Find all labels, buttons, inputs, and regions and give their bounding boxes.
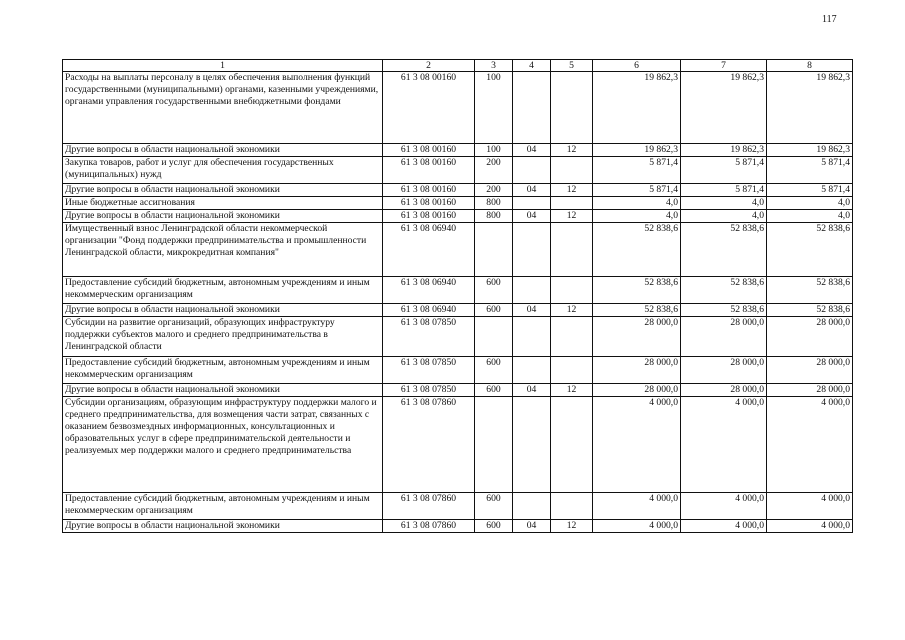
column-header: 5 — [551, 60, 593, 72]
section-cell — [513, 493, 551, 520]
amount-col7-cell: 19 862,3 — [681, 72, 767, 144]
target-code-cell: 61 3 08 00160 — [383, 144, 475, 157]
subsection-cell — [551, 72, 593, 144]
amount-col8-cell: 28 000,0 — [767, 317, 853, 357]
amount-col8-cell: 4 000,0 — [767, 493, 853, 520]
section-cell: 04 — [513, 304, 551, 317]
amount-col6-cell: 4 000,0 — [593, 397, 681, 493]
expense-type-cell: 600 — [475, 520, 513, 533]
table-row — [63, 157, 853, 184]
amount-col6-cell: 52 838,6 — [593, 277, 681, 304]
target-code-cell: 61 3 08 06940 — [383, 223, 475, 277]
subsection-cell — [551, 277, 593, 304]
amount-col7-cell: 52 838,6 — [681, 304, 767, 317]
section-cell — [513, 223, 551, 277]
column-header: 1 — [63, 60, 383, 72]
column-header: 7 — [681, 60, 767, 72]
amount-col8-cell: 4 000,0 — [767, 520, 853, 533]
amount-col7-cell: 4 000,0 — [681, 493, 767, 520]
expense-name-cell: Предоставление субсидий бюджетным, автономным учреждениям и иным некоммерческим организациям — [63, 493, 383, 520]
target-code-cell: 61 3 08 06940 — [383, 277, 475, 304]
subsection-cell — [551, 223, 593, 277]
amount-col8-cell: 4,0 — [767, 197, 853, 210]
amount-col8-cell: 52 838,6 — [767, 223, 853, 277]
amount-col7-cell: 4 000,0 — [681, 397, 767, 493]
amount-col7-cell: 52 838,6 — [681, 277, 767, 304]
budget-table — [62, 59, 853, 533]
table-row — [63, 277, 853, 304]
target-code-cell: 61 3 08 07860 — [383, 520, 475, 533]
table-row — [63, 520, 853, 533]
amount-col6-cell: 28 000,0 — [593, 317, 681, 357]
section-cell — [513, 357, 551, 384]
column-header: 4 — [513, 60, 551, 72]
section-cell — [513, 317, 551, 357]
expense-type-cell: 800 — [475, 210, 513, 223]
page-number: 117 — [822, 14, 837, 25]
subsection-cell: 12 — [551, 144, 593, 157]
amount-col7-cell: 5 871,4 — [681, 184, 767, 197]
target-code-cell: 61 3 08 00160 — [383, 210, 475, 223]
expense-type-cell: 200 — [475, 157, 513, 184]
amount-col6-cell: 19 862,3 — [593, 72, 681, 144]
header-row — [63, 60, 853, 72]
subsection-cell — [551, 357, 593, 384]
amount-col7-cell: 28 000,0 — [681, 384, 767, 397]
expense-name-cell: Субсидии организациям, образующим инфраструктуру поддержки малого и среднего предпринимательства, для возмещения части затрат, связанных с оказанием безвозмездных информационных, консультационных и образовательных услуг в сфере предпринимательской деятельности и реализуемых мер поддержки малого и среднего предпринимательства — [63, 397, 383, 493]
expense-type-cell — [475, 397, 513, 493]
target-code-cell: 61 3 08 07850 — [383, 357, 475, 384]
amount-col7-cell: 4,0 — [681, 210, 767, 223]
subsection-cell: 12 — [551, 384, 593, 397]
subsection-cell — [551, 157, 593, 184]
target-code-cell: 61 3 08 06940 — [383, 304, 475, 317]
amount-col7-cell: 4 000,0 — [681, 520, 767, 533]
expense-type-cell — [475, 223, 513, 277]
target-code-cell: 61 3 08 07860 — [383, 493, 475, 520]
expense-type-cell: 200 — [475, 184, 513, 197]
expense-name-cell: Другие вопросы в области национальной экономики — [63, 304, 383, 317]
amount-col7-cell: 28 000,0 — [681, 357, 767, 384]
section-cell: 04 — [513, 520, 551, 533]
expense-name-cell: Иные бюджетные ассигнования — [63, 197, 383, 210]
amount-col8-cell: 52 838,6 — [767, 304, 853, 317]
expense-name-cell: Другие вопросы в области национальной экономики — [63, 210, 383, 223]
expense-name-cell: Другие вопросы в области национальной экономики — [63, 144, 383, 157]
expense-name-cell: Другие вопросы в области национальной экономики — [63, 520, 383, 533]
expense-type-cell: 600 — [475, 357, 513, 384]
table-row — [63, 304, 853, 317]
target-code-cell: 61 3 08 07860 — [383, 397, 475, 493]
section-cell: 04 — [513, 210, 551, 223]
section-cell: 04 — [513, 184, 551, 197]
amount-col7-cell: 4,0 — [681, 197, 767, 210]
amount-col6-cell: 19 862,3 — [593, 144, 681, 157]
subsection-cell — [551, 197, 593, 210]
target-code-cell: 61 3 08 00160 — [383, 157, 475, 184]
section-cell: 04 — [513, 384, 551, 397]
column-header: 6 — [593, 60, 681, 72]
expense-name-cell: Расходы на выплаты персоналу в целях обеспечения выполнения функций государственными (муниципальными) органами, казенными учреждениями, органами управления государственными внебюджетными фондами — [63, 72, 383, 144]
expense-name-cell: Предоставление субсидий бюджетным, автономным учреждениям и иным некоммерческим организациям — [63, 357, 383, 384]
table-row — [63, 144, 853, 157]
target-code-cell: 61 3 08 07850 — [383, 317, 475, 357]
expense-type-cell: 600 — [475, 493, 513, 520]
target-code-cell: 61 3 08 00160 — [383, 197, 475, 210]
amount-col8-cell: 28 000,0 — [767, 357, 853, 384]
section-cell — [513, 157, 551, 184]
amount-col7-cell: 5 871,4 — [681, 157, 767, 184]
expense-name-cell: Имущественный взнос Ленинградской области некоммерческой организации "Фонд поддержки предпринимательства и промышленности Ленинградской области, микрокредитная компания" — [63, 223, 383, 277]
target-code-cell: 61 3 08 07850 — [383, 384, 475, 397]
table-row — [63, 197, 853, 210]
table-row — [63, 223, 853, 277]
table-row — [63, 184, 853, 197]
amount-col7-cell: 52 838,6 — [681, 223, 767, 277]
amount-col8-cell: 52 838,6 — [767, 277, 853, 304]
subsection-cell: 12 — [551, 304, 593, 317]
amount-col6-cell: 4 000,0 — [593, 493, 681, 520]
table-row — [63, 397, 853, 493]
subsection-cell — [551, 493, 593, 520]
amount-col8-cell: 19 862,3 — [767, 144, 853, 157]
amount-col6-cell: 52 838,6 — [593, 304, 681, 317]
section-cell — [513, 397, 551, 493]
amount-col8-cell: 19 862,3 — [767, 72, 853, 144]
table-row — [63, 72, 853, 144]
amount-col6-cell: 28 000,0 — [593, 357, 681, 384]
expense-name-cell: Другие вопросы в области национальной экономики — [63, 384, 383, 397]
table-row — [63, 317, 853, 357]
target-code-cell: 61 3 08 00160 — [383, 184, 475, 197]
section-cell: 04 — [513, 144, 551, 157]
amount-col6-cell: 4 000,0 — [593, 520, 681, 533]
section-cell — [513, 72, 551, 144]
section-cell — [513, 277, 551, 304]
amount-col6-cell: 4,0 — [593, 197, 681, 210]
subsection-cell: 12 — [551, 184, 593, 197]
expense-type-cell: 800 — [475, 197, 513, 210]
expense-type-cell: 600 — [475, 384, 513, 397]
amount-col7-cell: 19 862,3 — [681, 144, 767, 157]
amount-col6-cell: 52 838,6 — [593, 223, 681, 277]
expense-type-cell: 600 — [475, 304, 513, 317]
subsection-cell — [551, 317, 593, 357]
expense-name-cell: Закупка товаров, работ и услуг для обеспечения государственных (муниципальных) нужд — [63, 157, 383, 184]
column-header: 3 — [475, 60, 513, 72]
table-row — [63, 210, 853, 223]
subsection-cell: 12 — [551, 520, 593, 533]
amount-col6-cell: 5 871,4 — [593, 184, 681, 197]
target-code-cell: 61 3 08 00160 — [383, 72, 475, 144]
subsection-cell: 12 — [551, 210, 593, 223]
expense-type-cell — [475, 317, 513, 357]
amount-col8-cell: 28 000,0 — [767, 384, 853, 397]
subsection-cell — [551, 397, 593, 493]
section-cell — [513, 197, 551, 210]
expense-type-cell: 600 — [475, 277, 513, 304]
column-header: 2 — [383, 60, 475, 72]
amount-col6-cell: 4,0 — [593, 210, 681, 223]
amount-col7-cell: 28 000,0 — [681, 317, 767, 357]
expense-name-cell: Другие вопросы в области национальной экономики — [63, 184, 383, 197]
expense-name-cell: Субсидии на развитие организаций, образующих инфраструктуру поддержки субъектов малого и среднего предпринимательства в Ленинградской области — [63, 317, 383, 357]
amount-col8-cell: 5 871,4 — [767, 184, 853, 197]
amount-col8-cell: 4,0 — [767, 210, 853, 223]
amount-col6-cell: 28 000,0 — [593, 384, 681, 397]
table-row — [63, 357, 853, 384]
expense-name-cell: Предоставление субсидий бюджетным, автономным учреждениям и иным некоммерческим организациям — [63, 277, 383, 304]
table-row — [63, 384, 853, 397]
expense-type-cell: 100 — [475, 72, 513, 144]
column-header: 8 — [767, 60, 853, 72]
amount-col6-cell: 5 871,4 — [593, 157, 681, 184]
amount-col8-cell: 5 871,4 — [767, 157, 853, 184]
table-row — [63, 493, 853, 520]
expense-type-cell: 100 — [475, 144, 513, 157]
amount-col8-cell: 4 000,0 — [767, 397, 853, 493]
